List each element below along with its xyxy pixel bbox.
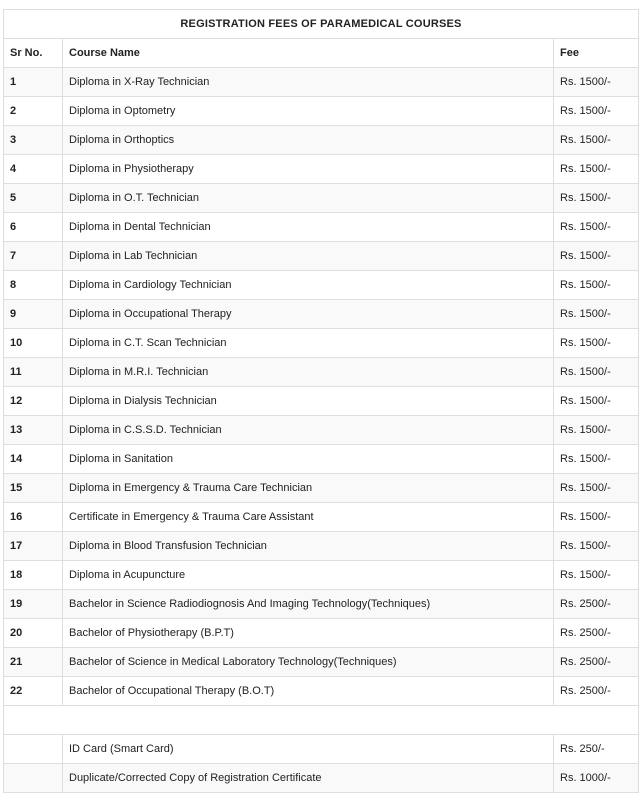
cell-course-name: Duplicate/Corrected Copy of Registration Certificate — [63, 764, 554, 793]
cell-course-name: ID Card (Smart Card) — [63, 735, 554, 764]
cell-fee: Rs. 2500/- — [554, 677, 639, 706]
cell-course-name: Bachelor of Science in Medical Laboratory Technology(Techniques) — [63, 648, 554, 677]
cell-fee: Rs. 1500/- — [554, 155, 639, 184]
cell-sr-no: 18 — [4, 561, 63, 590]
table-row — [4, 329, 639, 358]
cell-sr-no: 3 — [4, 126, 63, 155]
cell-course-name: Diploma in O.T. Technician — [63, 184, 554, 213]
cell-fee: Rs. 1500/- — [554, 474, 639, 503]
cell-fee: Rs. 1500/- — [554, 97, 639, 126]
cell-fee: Rs. 1500/- — [554, 387, 639, 416]
cell-sr-no: 14 — [4, 445, 63, 474]
cell-sr-no: 1 — [4, 68, 63, 97]
cell-sr-no: 22 — [4, 677, 63, 706]
table-row — [4, 677, 639, 706]
table-row — [4, 561, 639, 590]
cell-course-name: Diploma in C.S.S.D. Technician — [63, 416, 554, 445]
spacer-cell — [4, 706, 639, 735]
table-title: REGISTRATION FEES OF PARAMEDICAL COURSES — [4, 10, 639, 39]
cell-course-name: Diploma in M.R.I. Technician — [63, 358, 554, 387]
cell-course-name: Diploma in Emergency & Trauma Care Technician — [63, 474, 554, 503]
cell-sr-no: 2 — [4, 97, 63, 126]
cell-fee: Rs. 1500/- — [554, 126, 639, 155]
cell-fee: Rs. 1000/- — [554, 764, 639, 793]
cell-fee: Rs. 2500/- — [554, 619, 639, 648]
cell-fee: Rs. 1500/- — [554, 358, 639, 387]
table-row — [4, 300, 639, 329]
header-course-name: Course Name — [63, 39, 554, 68]
cell-course-name: Certificate in Emergency & Trauma Care Assistant — [63, 503, 554, 532]
table-row — [4, 126, 639, 155]
cell-sr-no: 11 — [4, 358, 63, 387]
cell-fee: Rs. 1500/- — [554, 532, 639, 561]
title-row — [4, 10, 639, 39]
cell-fee: Rs. 1500/- — [554, 300, 639, 329]
table-row — [4, 532, 639, 561]
table-row — [4, 213, 639, 242]
cell-sr-no: 10 — [4, 329, 63, 358]
cell-course-name: Diploma in Cardiology Technician — [63, 271, 554, 300]
cell-fee: Rs. 1500/- — [554, 445, 639, 474]
header-row — [4, 39, 639, 68]
cell-course-name: Bachelor of Occupational Therapy (B.O.T) — [63, 677, 554, 706]
table-row — [4, 445, 639, 474]
table-row — [4, 155, 639, 184]
cell-course-name: Diploma in Dental Technician — [63, 213, 554, 242]
cell-course-name: Diploma in Orthoptics — [63, 126, 554, 155]
cell-fee: Rs. 1500/- — [554, 503, 639, 532]
cell-course-name: Diploma in Physiotherapy — [63, 155, 554, 184]
cell-fee: Rs. 1500/- — [554, 242, 639, 271]
header-sr-no: Sr No. — [4, 39, 63, 68]
cell-fee: Rs. 1500/- — [554, 416, 639, 445]
table-row — [4, 503, 639, 532]
cell-sr-no: 12 — [4, 387, 63, 416]
cell-fee: Rs. 250/- — [554, 735, 639, 764]
cell-sr-no: 21 — [4, 648, 63, 677]
table-row — [4, 184, 639, 213]
table-row — [4, 416, 639, 445]
table-body — [4, 68, 639, 793]
cell-course-name: Diploma in C.T. Scan Technician — [63, 329, 554, 358]
cell-sr-no: 15 — [4, 474, 63, 503]
table-row — [4, 242, 639, 271]
cell-sr-no: 13 — [4, 416, 63, 445]
cell-course-name: Diploma in Blood Transfusion Technician — [63, 532, 554, 561]
cell-fee: Rs. 1500/- — [554, 68, 639, 97]
cell-sr-no: 5 — [4, 184, 63, 213]
cell-sr-no — [4, 764, 63, 793]
cell-sr-no: 7 — [4, 242, 63, 271]
cell-sr-no: 17 — [4, 532, 63, 561]
cell-course-name: Diploma in Dialysis Technician — [63, 387, 554, 416]
table-row — [4, 97, 639, 126]
table-row — [4, 764, 639, 793]
cell-sr-no: 19 — [4, 590, 63, 619]
cell-course-name: Diploma in Sanitation — [63, 445, 554, 474]
cell-sr-no: 6 — [4, 213, 63, 242]
table-row — [4, 271, 639, 300]
cell-course-name: Bachelor in Science Radiodiognosis And Imaging Technology(Techniques) — [63, 590, 554, 619]
cell-fee: Rs. 1500/- — [554, 271, 639, 300]
table-row — [4, 619, 639, 648]
cell-sr-no: 8 — [4, 271, 63, 300]
table-row — [4, 590, 639, 619]
cell-fee: Rs. 1500/- — [554, 561, 639, 590]
table-row — [4, 358, 639, 387]
spacer-row — [4, 706, 639, 735]
cell-course-name: Diploma in Acupuncture — [63, 561, 554, 590]
cell-sr-no: 9 — [4, 300, 63, 329]
header-fee: Fee — [554, 39, 639, 68]
table-row — [4, 387, 639, 416]
cell-fee: Rs. 1500/- — [554, 213, 639, 242]
cell-course-name: Bachelor of Physiotherapy (B.P.T) — [63, 619, 554, 648]
table-row — [4, 735, 639, 764]
cell-fee: Rs. 2500/- — [554, 590, 639, 619]
cell-course-name: Diploma in Optometry — [63, 97, 554, 126]
fees-table-container — [3, 9, 638, 793]
table-row — [4, 474, 639, 503]
table-row — [4, 68, 639, 97]
cell-course-name: Diploma in Occupational Therapy — [63, 300, 554, 329]
table-row — [4, 648, 639, 677]
cell-fee: Rs. 1500/- — [554, 329, 639, 358]
cell-fee: Rs. 1500/- — [554, 184, 639, 213]
cell-course-name: Diploma in Lab Technician — [63, 242, 554, 271]
cell-sr-no: 16 — [4, 503, 63, 532]
cell-fee: Rs. 2500/- — [554, 648, 639, 677]
cell-course-name: Diploma in X-Ray Technician — [63, 68, 554, 97]
cell-sr-no: 20 — [4, 619, 63, 648]
registration-fees-table — [3, 9, 639, 793]
cell-sr-no: 4 — [4, 155, 63, 184]
cell-sr-no — [4, 735, 63, 764]
